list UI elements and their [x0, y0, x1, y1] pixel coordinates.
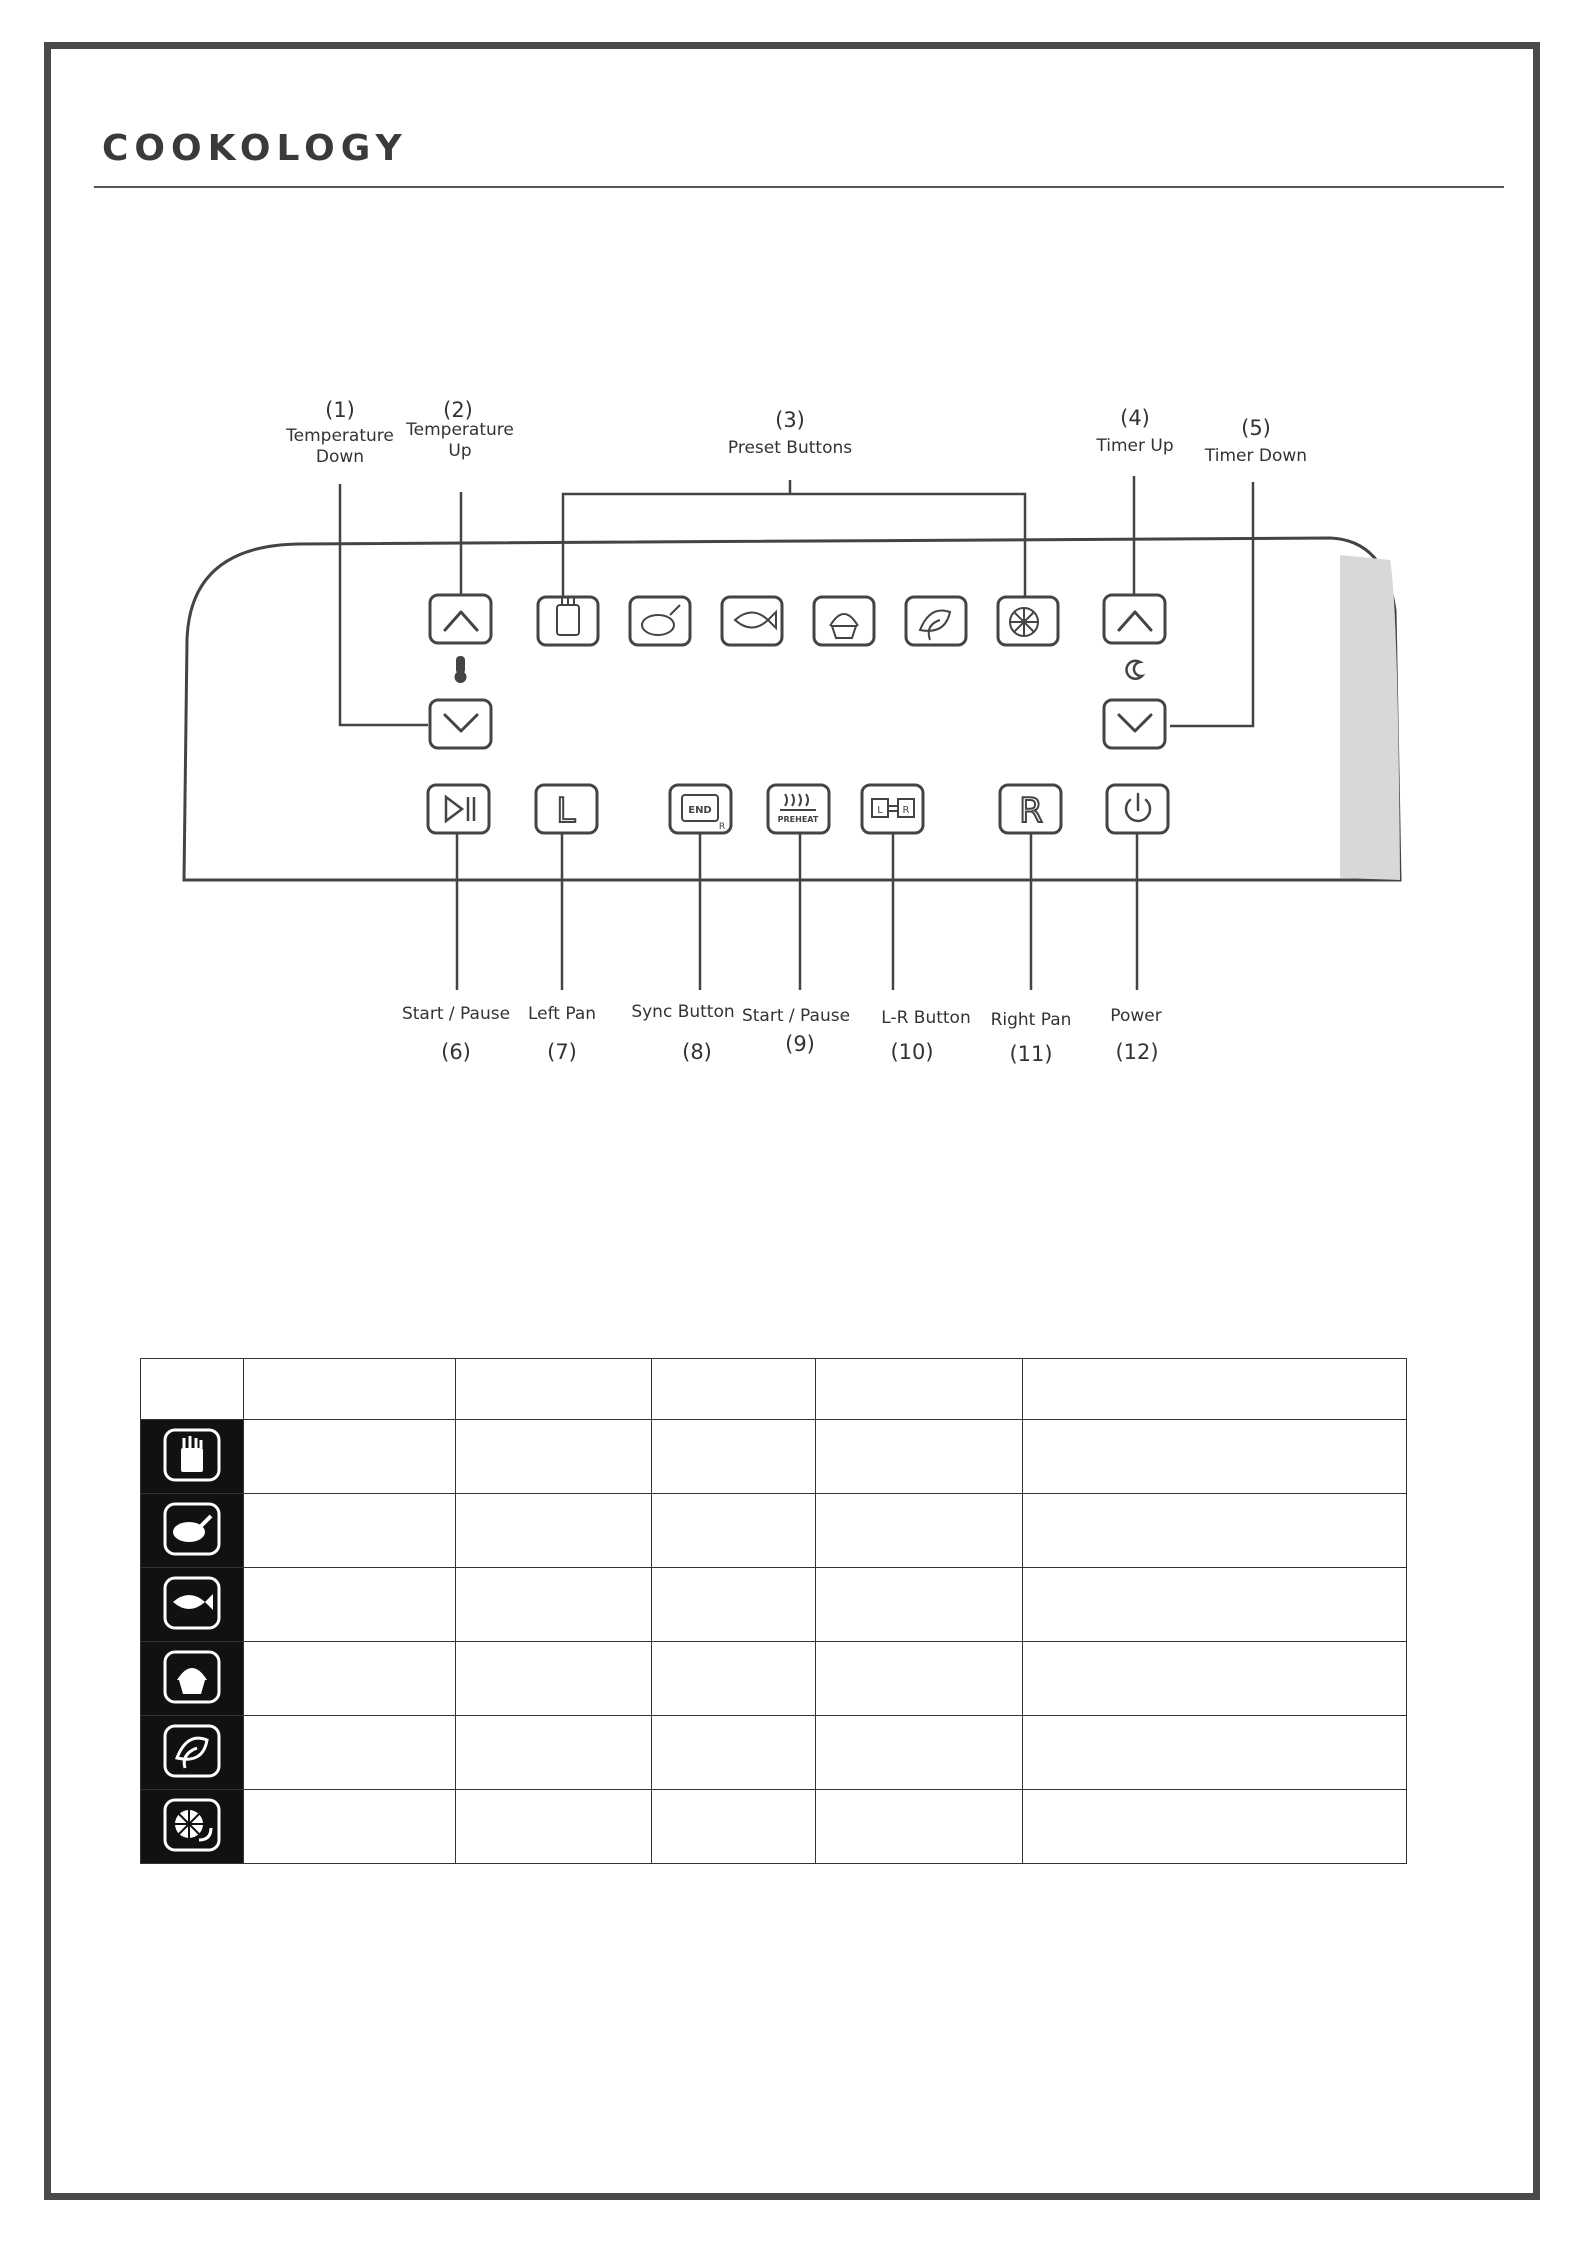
table-cell — [816, 1420, 1023, 1494]
table-icon-cell — [141, 1568, 244, 1642]
table-cell — [816, 1568, 1023, 1642]
callout-6-label: Start / Pause — [401, 1004, 511, 1024]
table-cell — [816, 1642, 1023, 1716]
callout-11-number: (11) — [1009, 1042, 1053, 1066]
table-cell — [652, 1568, 816, 1642]
table-icon-cell — [141, 1494, 244, 1568]
table-cell — [652, 1642, 816, 1716]
brand-logo: COOKOLOGY — [102, 128, 408, 169]
callout-10-label: L-R Button — [881, 1008, 971, 1028]
callout-1-label: Temperature Down — [286, 426, 394, 467]
callout-8-label: Sync Button — [631, 1002, 735, 1022]
table-row — [141, 1568, 1407, 1642]
callout-8-number: (8) — [682, 1040, 712, 1064]
callout-4-number: (4) — [1120, 406, 1150, 430]
callout-5-label: Timer Down — [1204, 446, 1308, 466]
callout-7-label: Left Pan — [527, 1004, 597, 1024]
callout-3-label: Preset Buttons — [727, 438, 853, 458]
table-cell — [652, 1716, 816, 1790]
chicken-icon — [159, 1500, 225, 1558]
right-pan-glyph: R — [1019, 791, 1043, 831]
table-row — [141, 1716, 1407, 1790]
callout-9-label: Start / Pause — [741, 1006, 851, 1026]
table-cell — [456, 1790, 652, 1864]
temp-down-button — [430, 700, 491, 748]
table-cell — [652, 1790, 816, 1864]
table-cell — [456, 1642, 652, 1716]
table-row — [141, 1642, 1407, 1716]
callout-3-number: (3) — [775, 408, 805, 432]
table-cell — [816, 1790, 1023, 1864]
fries-icon — [159, 1426, 225, 1484]
table-cell — [1023, 1716, 1407, 1790]
table-row — [141, 1790, 1407, 1864]
table-icon-cell — [141, 1716, 244, 1790]
table-cell — [456, 1716, 652, 1790]
table-cell — [652, 1494, 816, 1568]
table-cell — [1023, 1642, 1407, 1716]
table-cell — [1023, 1494, 1407, 1568]
table-cell — [816, 1359, 1023, 1420]
callout-9-number: (9) — [785, 1032, 815, 1056]
panel-side-shade — [1340, 555, 1400, 880]
table-cell — [456, 1359, 652, 1420]
thermometer-icon — [455, 656, 467, 683]
table-cell — [1023, 1568, 1407, 1642]
start-pause-left-button — [428, 785, 489, 833]
vegetables-icon — [159, 1722, 225, 1780]
table-cell — [456, 1568, 652, 1642]
svg-text:L: L — [877, 805, 883, 816]
fruit-icon — [1010, 608, 1038, 636]
timer-down-button — [1104, 700, 1165, 748]
table-cell — [244, 1790, 456, 1864]
svg-text:END: END — [688, 805, 712, 816]
table-cell — [244, 1568, 456, 1642]
left-pan-glyph: L — [556, 791, 576, 831]
svg-text:R: R — [718, 822, 726, 832]
presets-table — [140, 1358, 1407, 1864]
table-cell — [652, 1359, 816, 1420]
callout-11-label: Right Pan — [990, 1010, 1072, 1030]
table-cell — [1023, 1359, 1407, 1420]
callout-2-label: Temperature Up — [406, 420, 514, 461]
callout-4-label: Timer Up — [1096, 436, 1174, 456]
table-cell — [1023, 1790, 1407, 1864]
svg-text:R: R — [902, 805, 910, 816]
preset-chicken-button — [630, 597, 690, 645]
fruit-icon — [159, 1796, 225, 1854]
table-cell — [816, 1494, 1023, 1568]
callout-12-label: Power — [1110, 1006, 1162, 1026]
callout-10-number: (10) — [890, 1040, 934, 1064]
table-icon-cell — [141, 1790, 244, 1864]
table-cell — [141, 1359, 244, 1420]
table-cell — [652, 1420, 816, 1494]
cupcake-icon — [159, 1648, 225, 1706]
table-icon-cell — [141, 1420, 244, 1494]
table-cell — [244, 1359, 456, 1420]
callout-6-number: (6) — [441, 1040, 471, 1064]
preheat-label: PREHEAT — [777, 815, 819, 824]
timer-up-button — [1104, 595, 1165, 643]
table-cell — [244, 1716, 456, 1790]
callout-1-number: (1) — [325, 398, 355, 422]
table-cell — [244, 1420, 456, 1494]
table-cell — [244, 1642, 456, 1716]
table-cell — [456, 1420, 652, 1494]
table-cell — [456, 1494, 652, 1568]
table-row — [141, 1494, 1407, 1568]
table-cell — [244, 1494, 456, 1568]
callout-7-number: (7) — [547, 1040, 577, 1064]
preset-fish-button — [722, 597, 782, 645]
callout-12-number: (12) — [1115, 1040, 1159, 1064]
fish-icon — [159, 1574, 225, 1632]
table-header-row — [141, 1359, 1407, 1420]
table-cell — [816, 1716, 1023, 1790]
temp-up-button — [430, 595, 491, 643]
callout-5-number: (5) — [1241, 416, 1271, 440]
table-row — [141, 1420, 1407, 1494]
table-icon-cell — [141, 1642, 244, 1716]
callout-2-number: (2) — [443, 398, 473, 422]
table-cell — [1023, 1420, 1407, 1494]
